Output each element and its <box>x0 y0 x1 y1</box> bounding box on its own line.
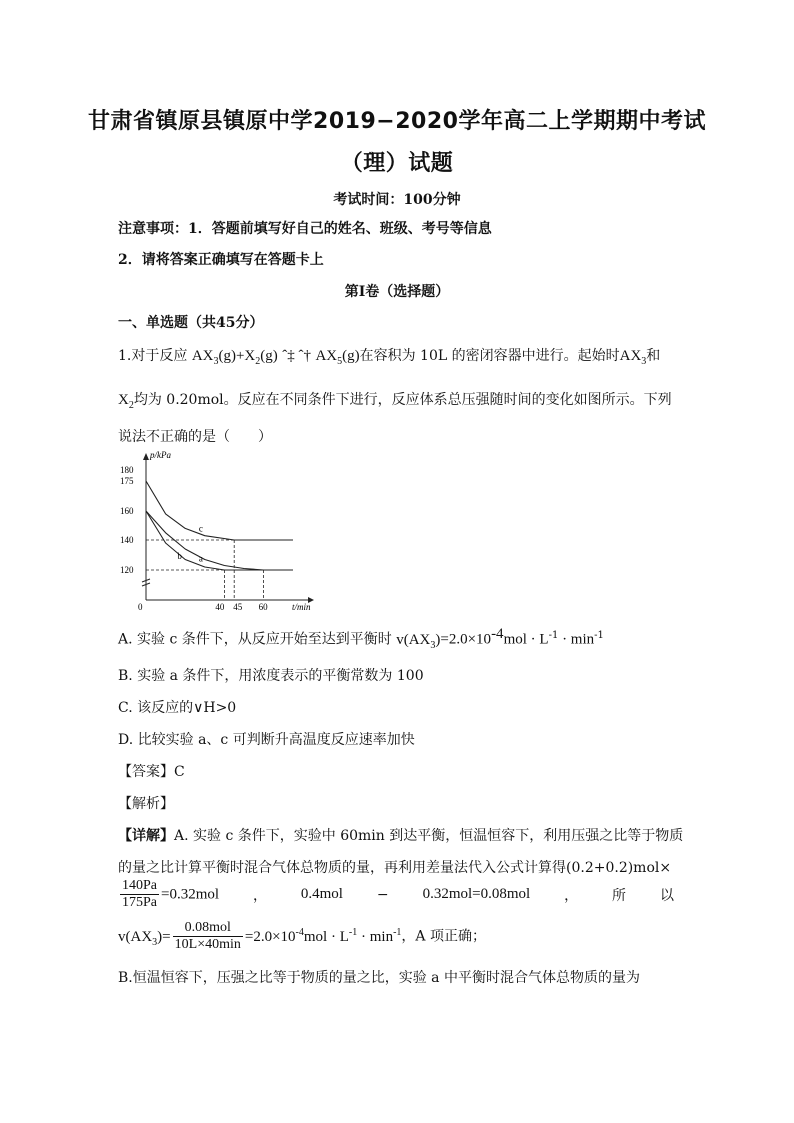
notice-line-1 <box>118 218 492 238</box>
y-axis-arrow <box>143 453 149 460</box>
x-axis-label: t/min <box>292 602 311 612</box>
notice-item-1: 1．答题前填写好自己的姓名、班级、考号等信息 <box>188 221 492 237</box>
y-tick-160: 160 <box>120 506 134 516</box>
analysis-label: 【解析】 <box>118 796 174 812</box>
detail-line-5: B.恒温恒容下，压强之比等于物质的量之比，实验 a 中平衡时混合气体总物质的量为 <box>118 970 640 986</box>
y-tick-180: 180 <box>120 465 134 475</box>
chart-axes <box>142 450 314 612</box>
x-tick-45: 45 <box>233 602 243 612</box>
pressure-time-chart <box>118 450 328 620</box>
question-1-line-3: 说法不正确的是（ ） <box>118 429 272 445</box>
detail-line-4: $v(AX_3)=$ $\frac{\text{0.08mol}}{10L\times 40\min}$ $=2.0\times 10^{-4}mol \cdot L^{-1} \cdot \min^{-1}$，A 项正确； <box>118 920 486 952</box>
exam-time: 考试时间：100分钟 <box>333 192 461 208</box>
fraction-pressure: $\frac{140Pa}{175Pa}$ <box>122 878 157 910</box>
y-axis-label: p/kPa <box>150 450 171 460</box>
x-tick-0: 0 <box>138 602 143 612</box>
x-tick-40: 40 <box>215 602 225 612</box>
detail-line-1: 【详解】A. 实验 c 条件下，实验中 60min 到达平衡，恒温恒容下，利用压强之比等于物质 <box>118 828 684 844</box>
notice-label: 注意事项： <box>118 221 188 237</box>
detail-line-3: $\frac{140Pa}{175Pa}$ =0.32mol ， 0.4mol − 0.32mol=0.08mol ， 所 以 <box>122 878 674 910</box>
option-d: D. 比较实验 a、c 可判断升高温度反应速率加快 <box>118 732 415 748</box>
series-a-label: a <box>198 553 203 564</box>
notice-item-2: 2．请将答案正确填写在答题卡上 <box>118 252 324 268</box>
option-a: A. 实验 c 条件下，从反应开始至达到平衡时 $v(AX_3)=2.0\times 10^{-4}mol \cdot L^{-1} \cdot \min^{-1}$ <box>118 626 604 651</box>
y-tick-120: 120 <box>120 565 134 575</box>
y-tick-175: 175 <box>120 476 134 486</box>
reaction-equation: $AX_3(g)+X_2(g)$ <box>191 348 278 367</box>
page-title: 甘肃省镇原县镇原中学2019−2020学年高二上学期期中考试 <box>88 109 706 134</box>
series-c-label: c <box>198 523 203 534</box>
fraction-rate: $\frac{\text{0.08mol}}{10L\times 40\min}$ <box>174 920 241 952</box>
question-1-line-2: $X_2$均为 0.20mol。反应在不同条件下进行，反应体系总压强随时间的变化如图所示。下列 <box>118 392 672 411</box>
y-tick-140: 140 <box>120 535 134 545</box>
section-title: 第I卷（选择题） <box>344 284 450 300</box>
option-c: C. 该反应的∨H>0 <box>118 700 237 716</box>
equilibrium-arrow-icon: ˆ‡ ˆ† <box>282 348 311 364</box>
series-b-label: b <box>177 551 182 561</box>
series-c-line <box>146 481 293 540</box>
answer: 【答案】C <box>118 764 185 780</box>
page-subtitle: （理）试题 <box>340 151 454 176</box>
option-b: B. 实验 a 条件下，用浓度表示的平衡常数为 100 <box>118 668 424 684</box>
part-title: 一、单选题（共45分） <box>118 315 264 331</box>
detail-line-2: 的量之比计算平衡时混合气体总物质的量，再利用差量法代入公式计算得(0.2+0.2)mol× <box>118 860 672 876</box>
chart-series <box>146 481 293 570</box>
chart-ticks <box>120 465 268 612</box>
question-1-line-1: 1.对于反应 $AX_3(g)+X_2(g)$ ˆ‡ ˆ† $AX_5(g)$在容积为 10L 的密闭容器中进行。起始时$AX_3$和 <box>118 348 661 367</box>
x-tick-60: 60 <box>258 602 268 612</box>
